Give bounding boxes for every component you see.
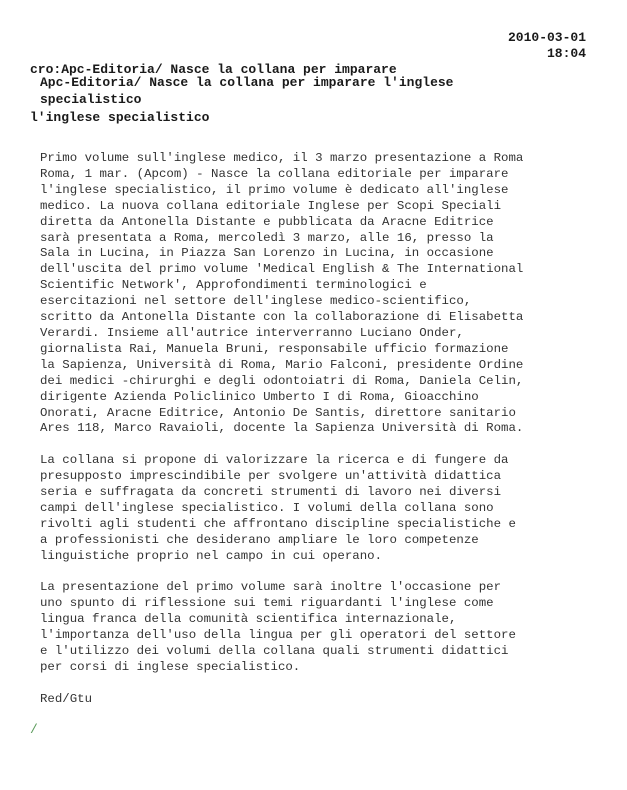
header-timestamp [508,30,586,62]
article-line: per corsi di inglese specialistico. [40,659,301,674]
article-line: presupposto imprescindibile per svolgere un'attività didattica [40,469,502,484]
article-line: linguistiche proprio nel campo in cui operano. [40,548,383,563]
article-title-line: specialistico [40,92,142,107]
article-line: campi dell'inglese specialistico. I volumi della collana sono [40,500,494,515]
article-paragraph [40,580,600,675]
article-line: dirigente Azienda Policlinico Umberto I di Roma, Gioacchino [40,389,479,404]
article-line: medico. La nuova collana editoriale Inglese per Scopi Speciali [40,198,502,213]
article-line: l'inglese specialistico, il primo volume è dedicato all'inglese [40,182,509,197]
article-line: sarà presentata a Roma, mercoledì 3 marzo, alle 16, presso la [40,230,494,245]
header-title-line: cro:Apc-Editoria/ Nasce la collana per imparare [30,62,397,77]
article-line: diretta da Antonella Distante e pubblicata da Aracne Editrice [40,214,494,229]
article-line: dell'uscita del primo volume 'Medical English & The International [40,262,524,277]
footer-slash: / [30,722,38,737]
article-line: Verardi. Insieme all'autrice interverranno Luciano Onder, [40,325,464,340]
article-line: giornalista Rai, Manuela Bruni, responsabile ufficio formazione [40,341,509,356]
article-line: la Sapienza, Università di Roma, Mario Falconi, presidente Ordine [40,357,524,372]
article-title [40,74,520,108]
article-line: uno spunto di riflessione sui temi riguardanti l'inglese come [40,596,494,611]
article-line: La collana si propone di valorizzare la ricerca e di fungere da [40,453,509,468]
header-date: 2010-03-01 [507,30,586,45]
header-title-line: l'inglese specialistico [30,110,210,125]
article-title-line: Apc-Editoria/ Nasce la collana per imparare l'inglese [40,75,454,90]
article-line: rivolti agli studenti che affrontano discipline specialistiche e [40,516,516,531]
article-line: Ares 118, Marco Ravaioli, docente la Sapienza Università di Roma. [40,421,524,436]
article-line: Scientific Network', Approfondimenti terminologici e [40,278,427,293]
article-line: Sala in Lucina, in Piazza San Lorenzo in Lucina, in occasione [40,246,494,261]
article-line: l'importanza dell'uso della lingua per gli operatori del settore [40,628,516,643]
article-line: Primo volume sull'inglese medico, il 3 marzo presentazione a Roma [40,151,524,165]
article-line: a professionisti che desiderano ampliare le loro competenze [40,532,479,547]
article-body [40,151,600,708]
article-paragraph [40,151,600,437]
article-line: La presentazione del primo volume sarà inoltre l'occasione per [40,580,502,595]
article-line: seria e suffragata da concreti strumenti di lavoro nei diversi [40,485,502,500]
article-line: Onorati, Aracne Editrice, Antonio De Santis, direttore sanitario [40,405,516,420]
article-line: lingua franca della comunità scientifica internazionale, [40,612,457,627]
article-line: esercitazioni nel settore dell'inglese medico-scientifico, [40,294,472,309]
article-signature: Red/Gtu [40,691,93,706]
article-line: scritto da Antonella Distante con la collaborazione di Elisabetta [40,310,524,325]
header-time: 18:04 [546,46,586,61]
article-line: dei medici -chirurghi e degli odontoiatri di Roma, Daniela Celin, [40,373,524,388]
article-line: Roma, 1 mar. (Apcom) - Nasce la collana editoriale per imparare [40,166,509,181]
article-line: e l'utilizzo dei volumi della collana quali strumenti didattici [40,644,509,659]
article-paragraph [40,453,600,564]
